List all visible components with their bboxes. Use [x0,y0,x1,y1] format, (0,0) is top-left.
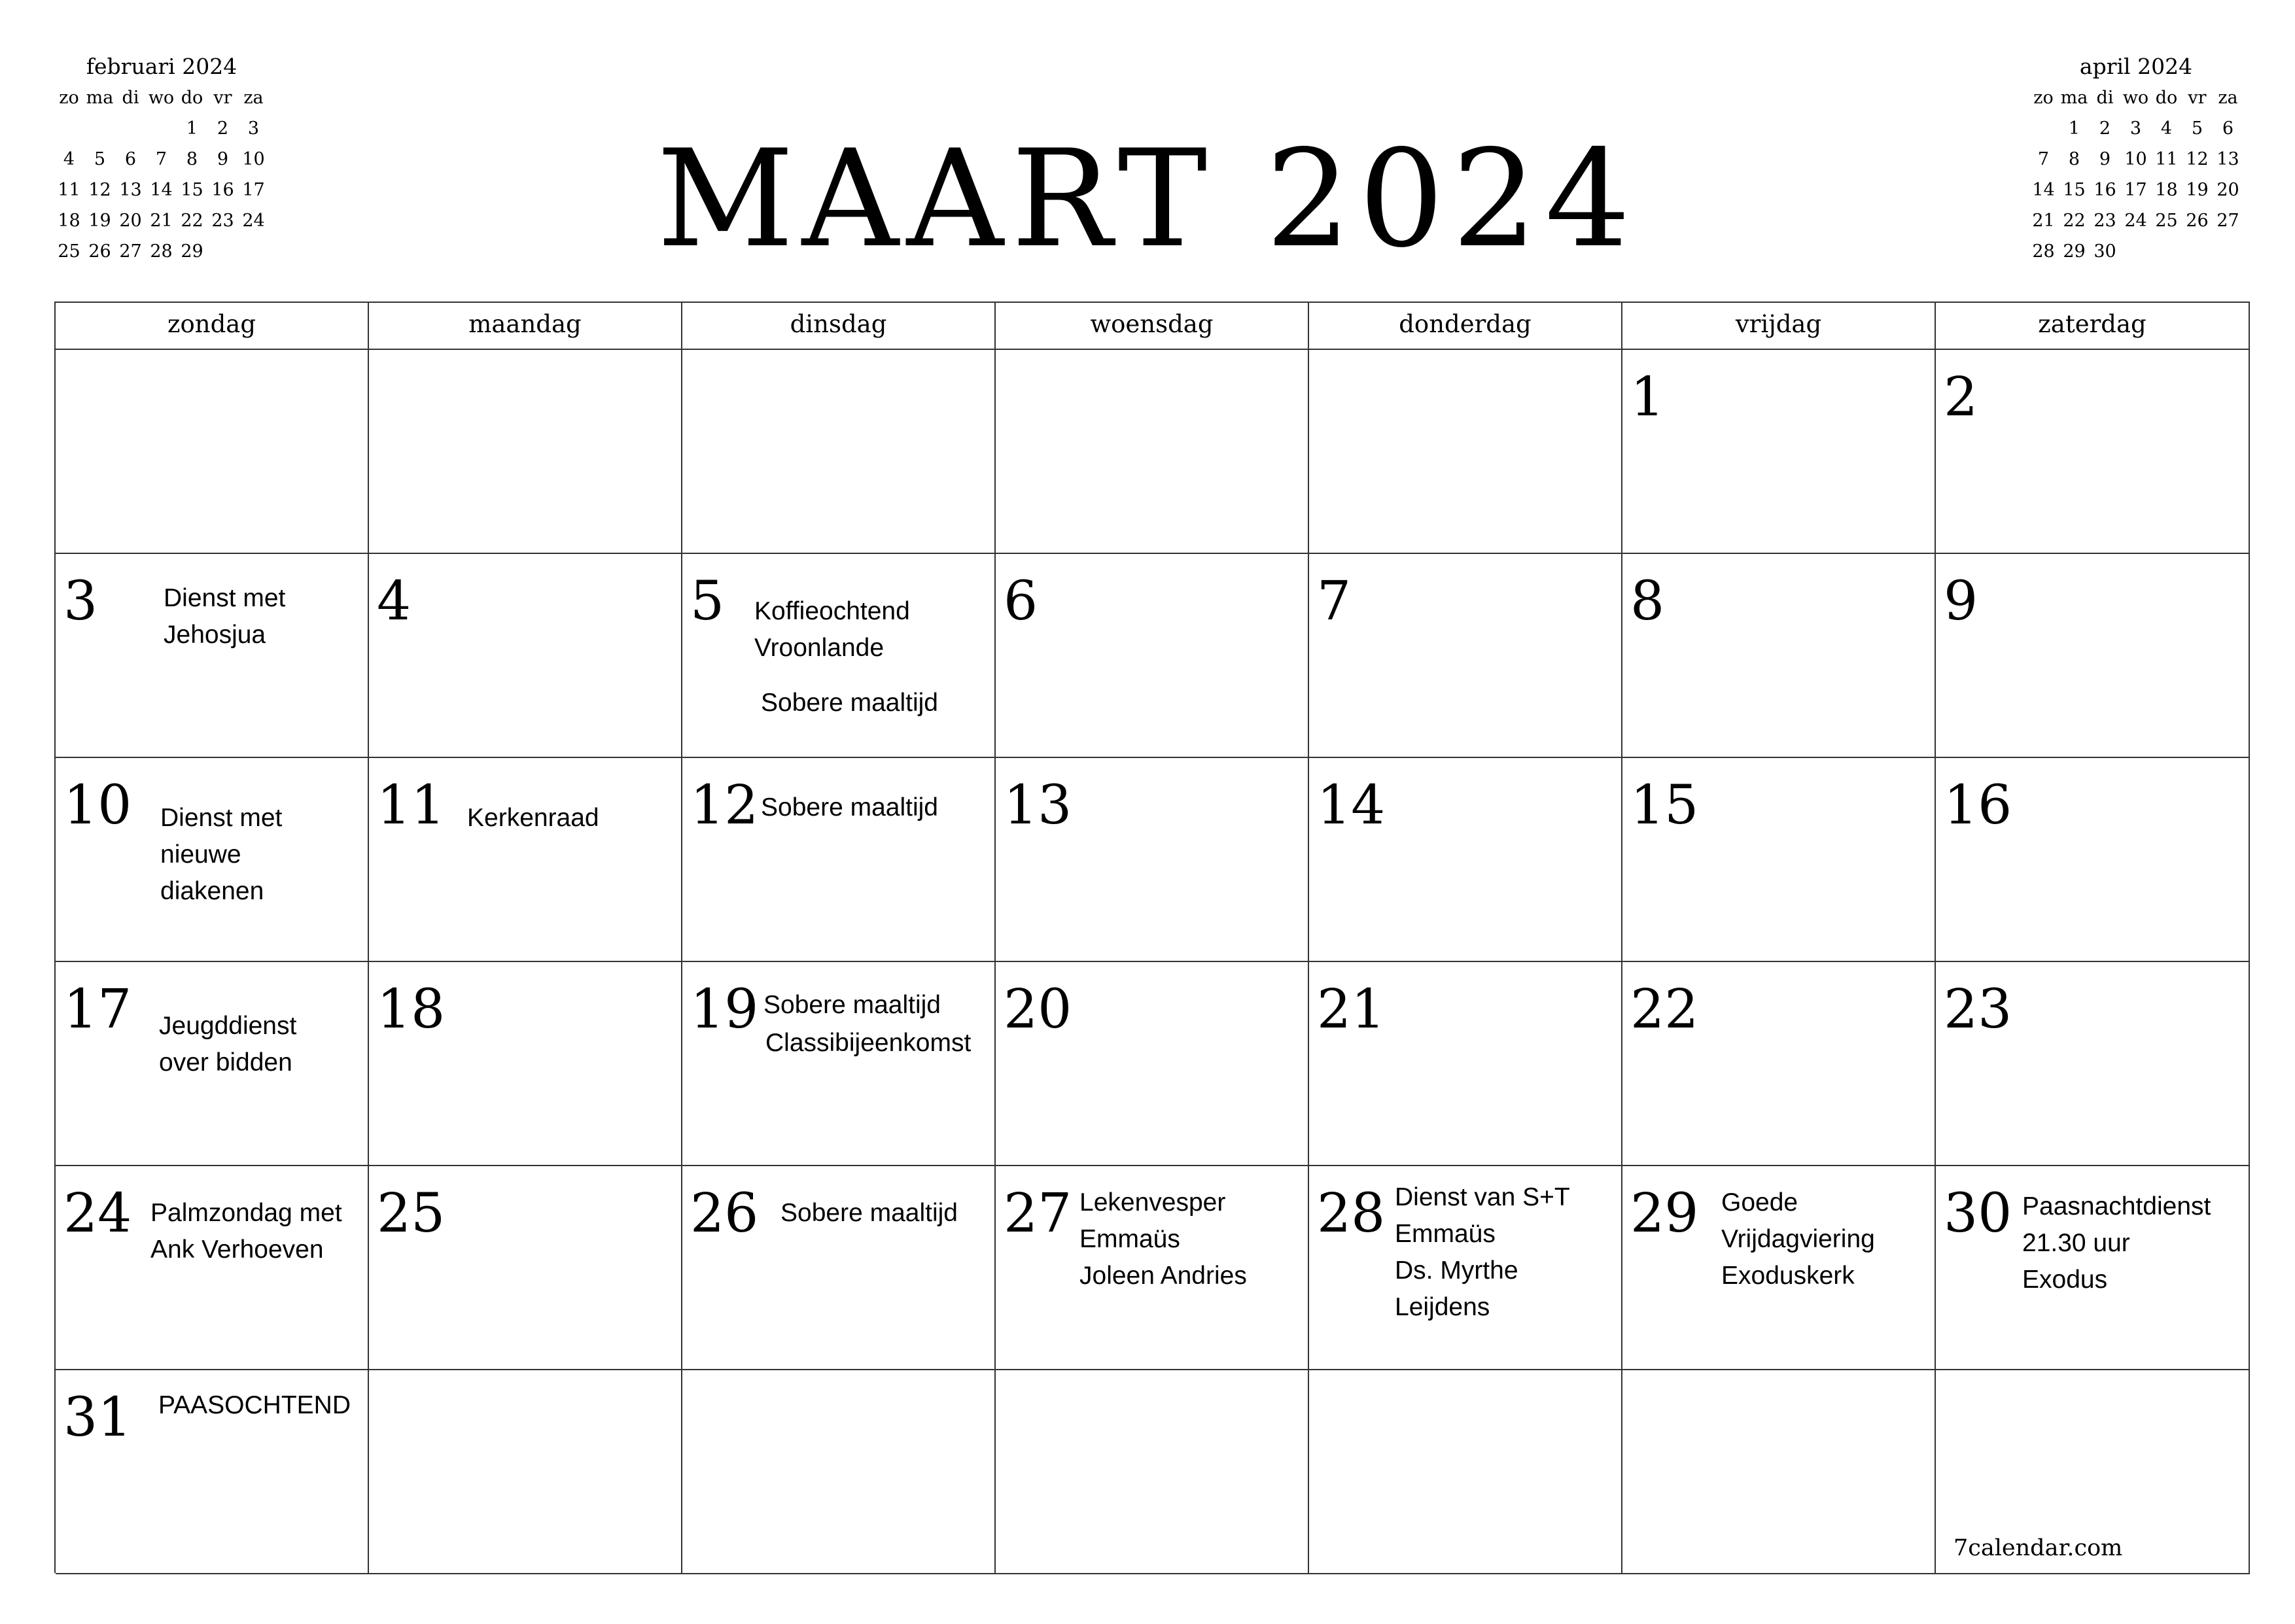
empty-day-cell [996,350,1309,554]
day-number: 2 [1944,366,1978,428]
empty-day-cell [369,350,682,554]
day-number: 22 [1630,978,1699,1041]
event-text: Sobere maaltijd [761,793,938,821]
day-number: 28 [1317,1183,1386,1245]
mini-day: 1 [186,118,198,139]
day-cell[interactable] [56,1370,369,1574]
mini-day: 8 [2068,149,2080,169]
mini-day: 19 [88,211,111,231]
day-number: 5 [690,570,725,632]
weekday-header: vrijdag [1622,303,1936,350]
mini-day: 21 [2032,211,2055,231]
event-text: Emmaüs [1079,1225,1180,1253]
day-number: 26 [690,1183,759,1245]
day-cell[interactable] [1936,554,2250,758]
day-cell[interactable] [1622,758,1936,962]
mini-calendar-title: april 2024 [2079,54,2193,79]
day-cell[interactable] [369,554,682,758]
mini-day: 29 [181,241,203,262]
mini-day: 11 [58,180,80,200]
empty-day-cell [682,350,996,554]
day-number: 24 [63,1183,132,1245]
event-text: Kerkenraad [467,804,599,832]
mini-day: 25 [2155,211,2178,231]
day-cell[interactable] [369,1166,682,1370]
day-cell[interactable] [1309,554,1622,758]
weekday-header: zaterdag [1936,303,2250,350]
footer-credit: 7calendar.com [1953,1535,2123,1561]
mini-day: 28 [2032,241,2055,262]
mini-day: 13 [2216,149,2239,169]
day-cell[interactable] [369,758,682,962]
month-grid [54,302,2250,1573]
event-text: Sobere maaltijd [780,1199,958,1227]
mini-day: 27 [119,241,142,262]
mini-day: 20 [119,211,142,231]
mini-day: 19 [2186,180,2209,200]
event-text: Jeugddienst [159,1012,297,1040]
event-text: PAASOCHTEND [158,1391,351,1419]
day-number: 11 [377,774,446,837]
mini-day: 5 [94,149,106,169]
mini-weekday: do [2155,88,2178,108]
mini-weekday: wo [2122,88,2149,108]
event-text: Leijdens [1395,1293,1490,1321]
mini-weekday: za [2218,88,2238,108]
day-number: 1 [1630,366,1665,428]
day-number: 29 [1630,1183,1699,1245]
mini-day: 15 [181,180,203,200]
day-number: 21 [1317,978,1386,1041]
mini-weekday: vr [213,88,232,108]
mini-day: 21 [150,211,173,231]
event-text: Dienst van S+T [1395,1183,1570,1211]
mini-day: 2 [217,118,229,139]
empty-day-cell [1622,1370,1936,1574]
mini-day: 9 [217,149,229,169]
event-text: Paasnachtdienst [2022,1192,2211,1220]
day-cell[interactable] [56,962,369,1166]
day-cell[interactable] [1936,962,2250,1166]
empty-day-cell [996,1370,1309,1574]
day-number: 9 [1944,570,1978,632]
mini-day: 6 [124,149,137,169]
mini-day: 22 [181,211,203,231]
weekday-header: dinsdag [682,303,996,350]
mini-weekday: di [122,88,139,108]
day-cell[interactable] [1936,350,2250,554]
event-text: Vroonlande [754,634,885,662]
day-cell[interactable] [56,554,369,758]
mini-weekday: di [2096,88,2114,108]
event-text: Palmzondag met [150,1199,342,1227]
mini-day: 17 [2124,180,2147,200]
event-text: Exoduskerk [1721,1262,1855,1290]
day-cell[interactable] [1936,758,2250,962]
mini-day: 23 [2094,211,2116,231]
day-number: 27 [1004,1183,1072,1245]
day-number: 18 [377,978,446,1041]
weekday-header: woensdag [996,303,1309,350]
day-cell[interactable] [56,758,369,962]
mini-day: 5 [2191,118,2203,139]
day-cell[interactable] [996,758,1309,962]
day-cell[interactable] [996,1166,1309,1370]
day-number: 16 [1944,774,2012,837]
day-number: 19 [690,978,759,1041]
day-cell[interactable] [369,962,682,1166]
weekday-header: donderdag [1309,303,1622,350]
day-cell[interactable] [996,962,1309,1166]
day-number: 6 [1004,570,1038,632]
event-text: Koffieochtend [754,597,910,625]
day-cell[interactable] [682,1166,996,1370]
day-number: 8 [1630,570,1665,632]
day-number: 25 [377,1183,446,1245]
mini-weekday: za [243,88,264,108]
event-text: Emmaüs [1395,1220,1496,1248]
day-number: 4 [377,570,412,632]
mini-weekday: do [181,88,203,108]
event-text: Joleen Andries [1079,1262,1247,1290]
day-cell[interactable] [682,554,996,758]
empty-day-cell [682,1370,996,1574]
mini-day: 30 [2094,241,2116,262]
mini-day: 26 [88,241,111,262]
mini-day: 9 [2099,149,2111,169]
weekday-header: maandag [369,303,682,350]
mini-day: 18 [2155,180,2178,200]
mini-day: 7 [2037,149,2050,169]
mini-day: 3 [2129,118,2142,139]
day-cell[interactable] [1309,1166,1622,1370]
day-number: 31 [63,1387,132,1449]
event-text: Dienst met [164,584,286,612]
mini-day: 26 [2186,211,2209,231]
mini-day: 20 [2216,180,2239,200]
event-text: Dienst met [160,804,283,832]
day-number: 20 [1004,978,1072,1041]
day-cell[interactable] [1309,758,1622,962]
mini-day: 27 [2216,211,2239,231]
weekday-header: zondag [56,303,369,350]
event-text: Ds. Myrthe [1395,1256,1518,1285]
day-number: 14 [1317,774,1386,837]
mini-weekday: vr [2188,88,2207,108]
mini-day: 4 [63,149,75,169]
day-cell[interactable] [1622,962,1936,1166]
mini-day: 12 [88,180,111,200]
event-text: Goede [1721,1188,1798,1217]
day-number: 12 [690,774,759,837]
mini-day: 28 [150,241,173,262]
day-cell[interactable] [1622,350,1936,554]
day-number: 23 [1944,978,2012,1041]
page-title: MAART 2024 [656,122,1639,277]
mini-day: 25 [58,241,80,262]
mini-day: 13 [119,180,142,200]
day-number: 15 [1630,774,1699,837]
mini-day: 17 [242,180,265,200]
day-cell[interactable] [1309,962,1622,1166]
event-text: Ank Verhoeven [150,1235,324,1264]
event-text: over bidden [159,1048,292,1077]
mini-day: 10 [2124,149,2147,169]
empty-day-cell [1309,1370,1622,1574]
mini-day: 18 [58,211,80,231]
mini-day: 23 [211,211,234,231]
mini-weekday: wo [148,88,175,108]
day-number: 17 [63,978,132,1041]
day-number: 3 [63,570,98,632]
mini-day: 24 [2124,211,2147,231]
mini-day: 11 [2155,149,2178,169]
day-number: 10 [63,774,132,837]
day-cell[interactable] [56,1166,369,1370]
event-text: Sobere maaltijd [761,689,938,717]
day-number: 30 [1944,1183,2012,1245]
mini-day: 4 [2160,118,2173,139]
mini-day: 16 [2094,180,2116,200]
mini-day: 10 [242,149,265,169]
empty-day-cell [56,350,369,554]
event-text: Exodus [2022,1266,2108,1294]
mini-day: 7 [155,149,167,169]
event-text: Sobere maaltijd [763,991,941,1019]
day-cell[interactable] [1622,1166,1936,1370]
event-text: Lekenvesper [1079,1188,1226,1217]
empty-day-cell [1309,350,1622,554]
mini-day: 2 [2099,118,2111,139]
mini-day: 22 [2063,211,2086,231]
empty-day-cell [369,1370,682,1574]
mini-day: 3 [247,118,260,139]
mini-day: 12 [2186,149,2209,169]
day-cell[interactable] [996,554,1309,758]
mini-day: 29 [2063,241,2086,262]
day-cell[interactable] [1622,554,1936,758]
mini-day: 14 [150,180,173,200]
mini-calendar-title: februari 2024 [86,54,237,79]
event-text: Classibijeenkomst [765,1029,972,1057]
day-number: 7 [1317,570,1352,632]
day-cell[interactable] [682,758,996,962]
event-text: nieuwe [160,840,241,869]
mini-day: 6 [2222,118,2234,139]
mini-day: 15 [2063,180,2086,200]
mini-weekday: zo [2033,88,2054,108]
day-cell[interactable] [682,962,996,1166]
mini-day: 1 [2068,118,2080,139]
day-cell[interactable] [1936,1166,2250,1370]
event-text: 21.30 uur [2022,1229,2130,1257]
mini-day: 14 [2032,180,2055,200]
mini-day: 8 [186,149,198,169]
event-text: Jehosjua [164,621,266,649]
event-text: Vrijdagviering [1721,1225,1875,1253]
day-number: 13 [1004,774,1072,837]
mini-weekday: ma [86,88,114,108]
mini-weekday: zo [59,88,79,108]
mini-day: 24 [242,211,265,231]
mini-day: 16 [211,180,234,200]
mini-weekday: ma [2060,88,2088,108]
event-text: diakenen [160,877,264,905]
